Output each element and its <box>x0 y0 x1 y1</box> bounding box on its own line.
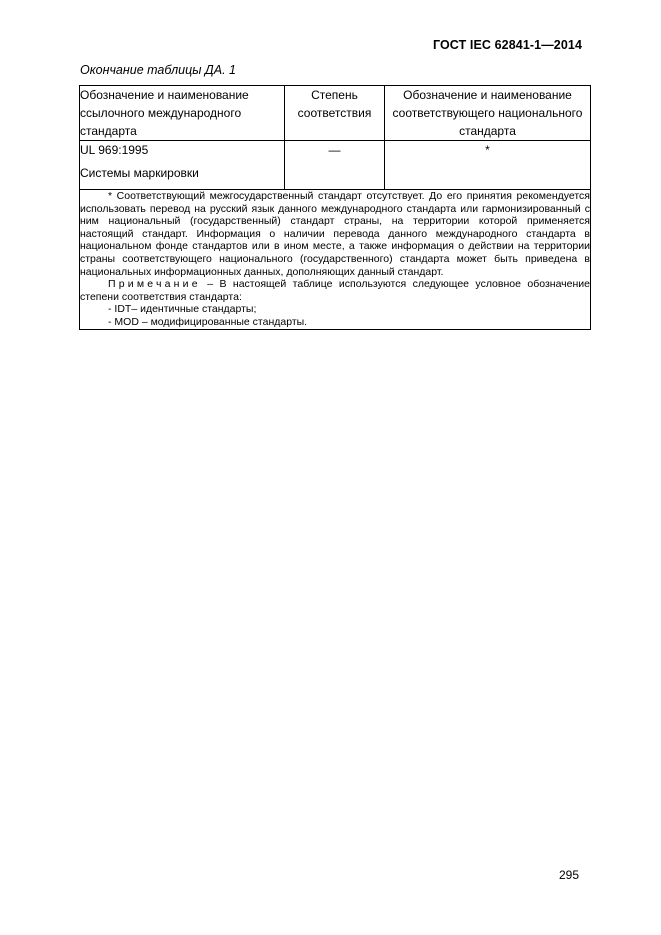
header-degree-of-conformity: Степень соответствия <box>285 86 385 141</box>
table-caption: Окончание таблицы ДА. 1 <box>80 63 236 77</box>
document-code: ГОСТ IEC 62841-1—2014 <box>432 38 582 52</box>
note-item-mod: - MOD – модифицированные стандарты. <box>108 315 308 328</box>
cell-degree-of-conformity: — <box>285 141 385 190</box>
note-item-idt: - IDT– идентичные стандарты; <box>108 303 257 316</box>
table-footnote-row <box>80 190 591 330</box>
cell-international-standard <box>80 141 285 190</box>
international-standard-name: Системы маркировки <box>80 166 199 180</box>
note-label: Примечание <box>108 278 201 291</box>
header-international-standard: Обозначение и наименование ссылочного международного стандарта <box>80 86 285 141</box>
note-text: – В настоящей таблице используются следующее условное обозначение степени соответствия стандарта: <box>80 278 590 303</box>
reference-standards-table <box>79 85 591 330</box>
table-row <box>80 141 591 190</box>
footnote-cell <box>80 190 591 330</box>
header-national-standard: Обозначение и наименование соответствующего национального стандарта <box>385 86 591 141</box>
international-standard-code: UL 969:1995 <box>80 143 149 157</box>
cell-national-standard: * <box>385 141 591 190</box>
footnote-text: * Соответствующий межгосударственный стандарт отсутствует. До его принятия рекомендуется использовать перевод на русский язык данного международного стандарта или гармонизированный с ним национальный (государственный) стандарт страны, на территории которой применяется настоящий стандарт. Информация о наличии перевода данного международного стандарта в национальном фонде стандартов или в ином месте, а также информация о действии на территории страны соответствующего национального (государственного) стандарта может быть приведена в национальных информационных данных, дополняющих данный стандарт. <box>80 190 590 278</box>
page-number: 295 <box>558 868 579 882</box>
note-paragraph <box>80 278 590 303</box>
table-header-row <box>80 86 591 141</box>
